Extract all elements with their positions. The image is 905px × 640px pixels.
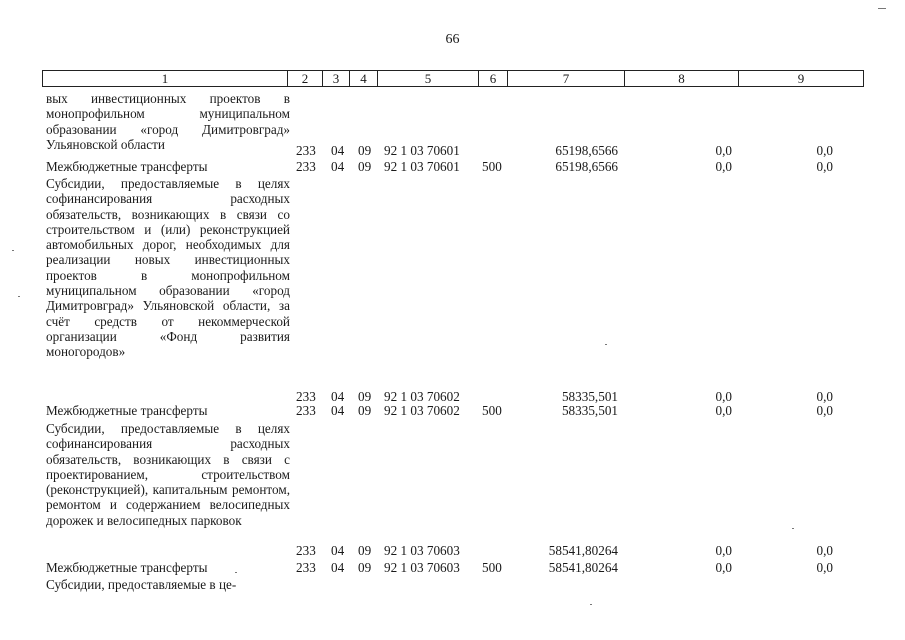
scan-speck [590,604,592,605]
row-amount-col9: 0,0 [816,543,833,558]
scan-speck [792,528,794,529]
row-amount-col8: 0,0 [715,159,732,174]
row-subsection: 09 [358,403,372,418]
row-section: 04 [331,159,345,174]
row-name: вых инвестиционных проектов в монопрофильном муниципальном образовании «город Димитровград» Ульяновской области [46,91,290,152]
row-amount-col9: 0,0 [816,159,833,174]
row-target-item: 92 1 03 70602 [384,389,460,404]
row-amount-col9: 0,0 [816,389,833,404]
row-admin-code: 233 [296,143,316,158]
row-expense-type: 500 [482,560,502,575]
row-amount-col9: 0,0 [816,403,833,418]
row-section: 04 [331,143,345,158]
row-section: 04 [331,403,345,418]
header-col-6: 6 [479,70,508,87]
header-col-2: 2 [288,70,323,87]
row-name: Субсидии, предоставляемые в целях софинансирования расходных обязательств, возникающих в связи с проектированием, строительством (реконструкцией), капитальным ремонтом, ремонтом и содержанием велосипедных дорожек и велосипедных парковок [46,421,290,528]
row-section: 04 [331,543,345,558]
row-amount-col9: 0,0 [816,560,833,575]
row-admin-code: 233 [296,560,316,575]
header-col-7: 7 [508,70,625,87]
row-name: Межбюджетные трансферты [46,560,208,575]
row-amount-col7: 58541,80264 [548,560,618,575]
row-amount-col8: 0,0 [715,543,732,558]
row-section: 04 [331,560,345,575]
header-col-8: 8 [625,70,739,87]
scan-speck [12,250,14,251]
header-col-1: 1 [42,70,288,87]
scan-speck [18,296,20,297]
row-expense-type: 500 [482,403,502,418]
scan-speck [605,344,607,345]
row-target-item: 92 1 03 70601 [384,159,460,174]
row-subsection: 09 [358,543,372,558]
row-amount-col7: 58541,80264 [548,543,618,558]
row-target-item: 92 1 03 70601 [384,143,460,158]
row-amount-col7: 65198,6566 [555,159,618,174]
header-col-9: 9 [739,70,864,87]
row-admin-code: 233 [296,403,316,418]
page-number: 66 [445,32,460,47]
header-col-3: 3 [323,70,350,87]
row-expense-type: 500 [482,159,502,174]
row-name: Субсидии, предоставляемые в це- [46,577,237,592]
scan-speck [235,572,237,573]
row-subsection: 09 [358,560,372,575]
row-subsection: 09 [358,143,372,158]
row-amount-col8: 0,0 [715,143,732,158]
row-admin-code: 233 [296,543,316,558]
row-subsection: 09 [358,159,372,174]
header-col-5: 5 [378,70,479,87]
row-subsection: 09 [358,389,372,404]
row-name: Межбюджетные трансферты [46,403,208,418]
row-amount-col8: 0,0 [715,389,732,404]
header-col-4: 4 [350,70,378,87]
row-target-item: 92 1 03 70603 [384,543,460,558]
row-amount-col7: 58335,501 [561,403,618,418]
row-amount-col8: 0,0 [715,403,732,418]
row-amount-col7: 65198,6566 [555,143,618,158]
row-amount-col7: 58335,501 [561,389,618,404]
row-target-item: 92 1 03 70603 [384,560,460,575]
row-admin-code: 233 [296,389,316,404]
row-admin-code: 233 [296,159,316,174]
row-section: 04 [331,389,345,404]
row-name: Субсидии, предоставляемые в целях софинансирования расходных обязательств, возникающих в связи со строительством и (или) реконструкцией автомобильных дорог, необходимых для реализации новых инвестиционных проектов в монопрофильном муниципальном образовании «город Димитровград» Ульяновской области, за счёт средств от некоммерческой организации «Фонд развития моногородов» [46,176,290,360]
row-amount-col9: 0,0 [816,143,833,158]
scan-speck [878,8,886,9]
row-name: Межбюджетные трансферты [46,159,208,174]
row-target-item: 92 1 03 70602 [384,403,460,418]
row-amount-col8: 0,0 [715,560,732,575]
